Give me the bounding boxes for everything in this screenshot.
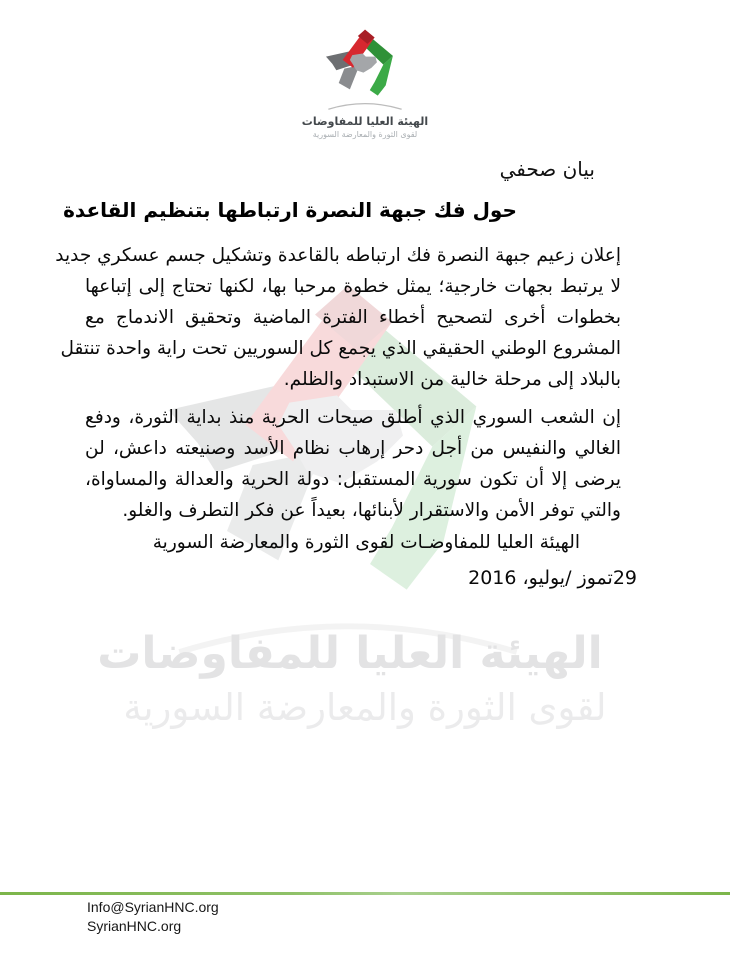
paragraph-line: يرضى إلا أن تكون سورية المستقبل: دولة الحرية والعدالة والمساواة، — [85, 469, 621, 490]
paragraph-line: لا يرتبط بجهات خارجية؛ يمثل خطوة مرحبا بها، لكنها تحتاج إلى إتباعها — [85, 276, 621, 297]
footer-website[interactable]: SyrianHNC.org — [87, 918, 182, 934]
paragraph-line: بالبلاد إلى مرحلة خالية من الاستبداد والظلم. — [283, 369, 621, 390]
paragraph-line: إن الشعب السوري الذي أطلق صيحات الحرية منذ بداية الثورة، ودفع — [85, 407, 621, 428]
date-line: 29تموز /يوليو، 2016 — [468, 567, 637, 589]
footer-divider — [0, 892, 730, 895]
hnc-logo-icon — [317, 28, 413, 114]
paragraph-line: بخطوات أخرى لتصحيح أخطاء الفترة الماضية وتحقيق الاندماج مع — [85, 307, 621, 328]
doc-type-label: بيان صحفي — [499, 157, 595, 181]
footer-email[interactable]: Info@SyrianHNC.org — [87, 899, 219, 915]
paragraph-line: الغالي والنفيس من أجل دحر إرهاب نظام الأسد وصنيعته داعش، لن — [85, 438, 621, 459]
paragraph-line: والتي توفر الأمن والاستقرار لأبنائها، بعيداً عن فكر التطرف والغلو. — [122, 500, 621, 521]
org-subtitle-label: لقوى الثورة والمعارضة السورية — [312, 130, 418, 139]
paragraph-2 — [85, 402, 621, 526]
paragraph-line: إعلان زعيم جبهة النصرة فك ارتباطه بالقاعدة وتشكيل جسم عسكري جديد — [55, 245, 621, 266]
watermark-subtitle: لقوى الثورة والمعارضة السورية — [123, 686, 607, 729]
document-title: حول فك جبهة النصرة ارتباطها بتنظيم القاعدة — [63, 198, 517, 222]
org-name-label: الهيئة العليا للمفاوضات — [301, 115, 429, 128]
paragraph-line: المشروع الوطني الحقيقي الذي يجمع كل السوريين تحت راية واحدة تنتقل — [60, 338, 621, 359]
signature-line: الهيئة العليا للمفاوضـات لقوى الثورة والمعارضة السورية — [152, 532, 580, 553]
paragraph-1 — [55, 240, 621, 395]
watermark-title: الهيئة العليا للمفاوضات — [97, 628, 603, 679]
org-logo-block — [0, 28, 730, 139]
